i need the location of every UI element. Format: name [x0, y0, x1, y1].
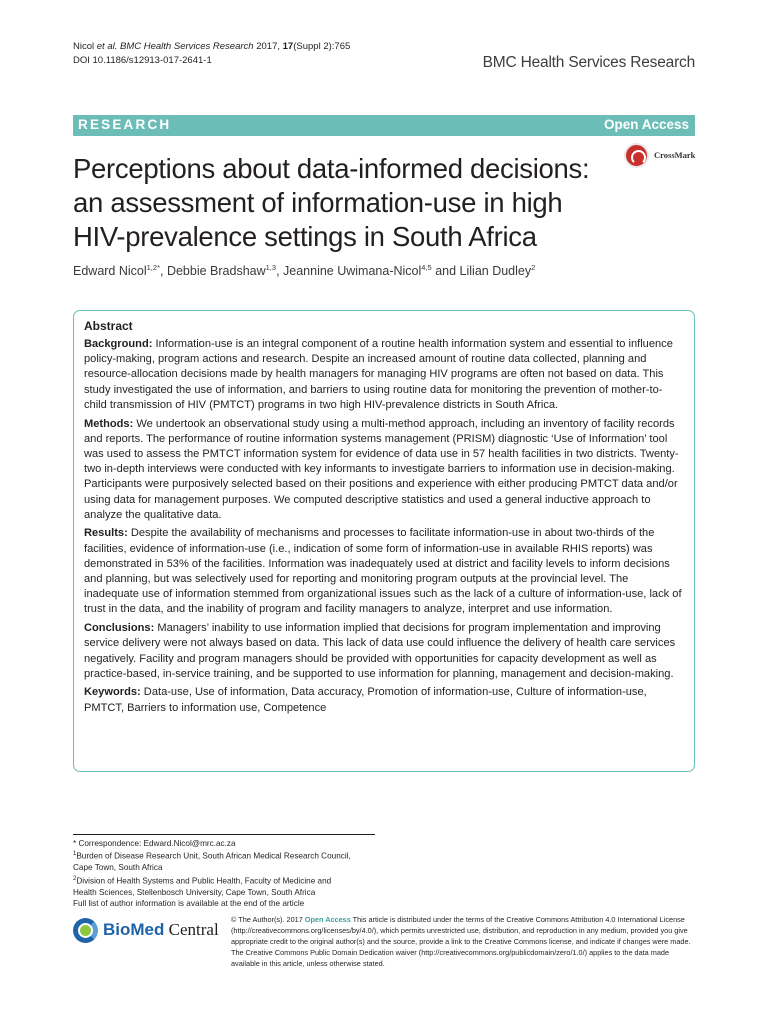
- article-title: [73, 152, 633, 254]
- citation-volume: 17: [282, 41, 294, 52]
- abstract-methods: [84, 417, 685, 523]
- section-label: Methods:: [84, 417, 134, 430]
- abstract-conclusions: [84, 621, 685, 682]
- author-name: Debbie Bradshaw: [166, 264, 266, 279]
- title-line: an assessment of information-use in high: [73, 187, 563, 218]
- affiliation-text: Burden of Disease Research Unit, South African Medical Research Council,: [76, 852, 351, 862]
- author-name: Jeannine Uwimana-Nicol: [283, 264, 422, 279]
- copyright: © The Author(s). 2017: [231, 915, 305, 924]
- biomed-central-icon: [73, 918, 98, 943]
- license-text: This article is distributed under the terms of the Creative Commons Attribution 4.0 International License (http://creativecommons.org/licenses/by/4.0/), which permits unrestricted use, distribution, and reproduction in any medium, provided you give appropriate credit to the original author(s) and the source, provide a link to the Creative Commons license, and indicate if changes were made. The Creative Commons Public Domain Dedication waiver (http://creativecommons.org/publicdomain/zero/1.0/) applies to the data made available in this article, unless otherwise stated.: [231, 915, 691, 969]
- citation-authors: Nicol: [73, 41, 97, 52]
- abstract-background: [84, 337, 685, 413]
- citation-year: 2017,: [253, 41, 283, 52]
- affiliation-text: Division of Health Systems and Public Health, Faculty of Medicine and: [76, 876, 332, 886]
- affiliation-continued: Health Sciences, Stellenbosch University, Cape Town, South Africa: [73, 887, 316, 897]
- affiliation-number: 2: [73, 875, 77, 882]
- author-name: Edward Nicol: [73, 264, 147, 279]
- section-label: Conclusions:: [84, 622, 155, 635]
- doi[interactable]: DOI 10.1186/s12913-017-2641-1: [73, 55, 212, 66]
- section-text: Data-use, Use of information, Data accuracy, Promotion of information-use, Culture of information-use, PMTCT, Barriers to information use, Competence: [84, 686, 647, 714]
- open-access-mark: Open Access: [304, 915, 351, 924]
- affiliation: [73, 874, 375, 887]
- section-label: Background:: [84, 338, 153, 350]
- wordmark-biomed: BioMed: [103, 920, 165, 939]
- author-affiliation-ref: 4,5: [421, 263, 432, 272]
- correspondence[interactable]: * Correspondence: Edward.Nicol@mrc.ac.za: [73, 839, 236, 848]
- author-separator: and: [431, 264, 460, 279]
- section-text: Managers’ inability to use information implied that decisions for program implementation and improving service delivery were not always based on data. This lack of data use could influence the delivery of health care services negatively. Facility and program managers should be provided with opportunities for capacity development as well as practice-based, in-service training, and be supported to use information for planning, management and decision-making.: [84, 622, 676, 680]
- author-affiliation-ref: 1,3: [265, 263, 277, 272]
- journal-name: BMC Health Services Research: [482, 54, 695, 71]
- section-label: Keywords:: [84, 686, 141, 699]
- title-line: HIV-prevalence settings in South Africa: [73, 221, 537, 252]
- author-separator: ,: [276, 264, 284, 279]
- footnotes: [73, 834, 375, 909]
- citation-issue: (Suppl 2):765: [293, 41, 351, 52]
- open-access-label: Open Access: [603, 117, 689, 132]
- abstract-keywords: [84, 685, 685, 715]
- author-separator: ,: [160, 264, 167, 279]
- article-type: RESEARCH: [78, 117, 172, 132]
- crossmark-badge[interactable]: [624, 143, 696, 169]
- section-text: Information-use is an integral component of a routine health information system and essential to influence policy-making, program actions and research. Despite an increased amount of routine data collected, planning and resource-allocation decisions made by health managers for managing HIV programs are often not based on data. This study investigated the use of information, and barriers to using routine data for monitoring the prevention of mother-to-child transmission of HIV (PMTCT) programs in two high HIV-prevalence districts in South Africa.: [84, 338, 673, 411]
- abstract-heading: Abstract: [84, 319, 133, 333]
- crossmark-label: CrossMark: [654, 150, 696, 160]
- article-type-bar: [73, 115, 695, 136]
- author-name: Lilian Dudley: [459, 264, 532, 279]
- affiliation-number: 1: [73, 851, 77, 858]
- affiliation-continued: Cape Town, South Africa: [73, 863, 163, 873]
- section-label: Results:: [84, 527, 128, 540]
- license-statement: [231, 914, 697, 969]
- citation: [73, 40, 350, 68]
- section-text: Despite the availability of mechanisms and processes to facilitate information-use in about two-thirds of the facilities, evidence of information-use (i.e., indication of some form of information-use in available RHIS reports) was demonstrated in 53% of the facilities. Information was inadequately used at district and facility levels to inform decisions and planning, but was selectively used for reporting and monitoring program outputs at the provincial level. The inadequate use of information stemmed from organizational issues such as the lack of a culture of information-use, lack of trust in the data, and the inability of program and facility managers to analyze, interpret and use information.: [84, 527, 682, 616]
- title-line: Perceptions about data-informed decisions:: [73, 153, 590, 184]
- citation-journal: et al. BMC Health Services Research: [96, 41, 254, 52]
- publisher-logo[interactable]: [73, 916, 223, 950]
- author-list: [73, 263, 535, 278]
- citation-line: [73, 40, 350, 54]
- abstract-box: [73, 310, 695, 772]
- author-info-note: Full list of author information is available at the end of the article: [73, 898, 305, 908]
- abstract-results: [84, 526, 685, 617]
- publisher-wordmark: [103, 920, 219, 940]
- affiliation: [73, 849, 375, 862]
- author-affiliation-ref: 2: [531, 263, 536, 272]
- wordmark-central: Central: [164, 920, 219, 939]
- section-text: We undertook an observational study using a multi-method approach, including an inventory of facility records and reports. The performance of routine information systems management (PRISM) diagnostic ‘Use of Information’ tool was used to assess the PMTCT information system for evidence of data use in 57 health facilities in two districts. Twenty-two in-depth interviews were conducted with key informants to investigate barriers to information use in decision-making. Participants were purposively selected based on their positions and experience with either producing PMTCT data and/or using data for management purposes. We computed descriptive statistics and used a general inductive approach to analyze the qualitative data.: [84, 417, 679, 521]
- author-affiliation-ref: 1,2*: [146, 263, 160, 272]
- crossmark-icon: [624, 143, 649, 168]
